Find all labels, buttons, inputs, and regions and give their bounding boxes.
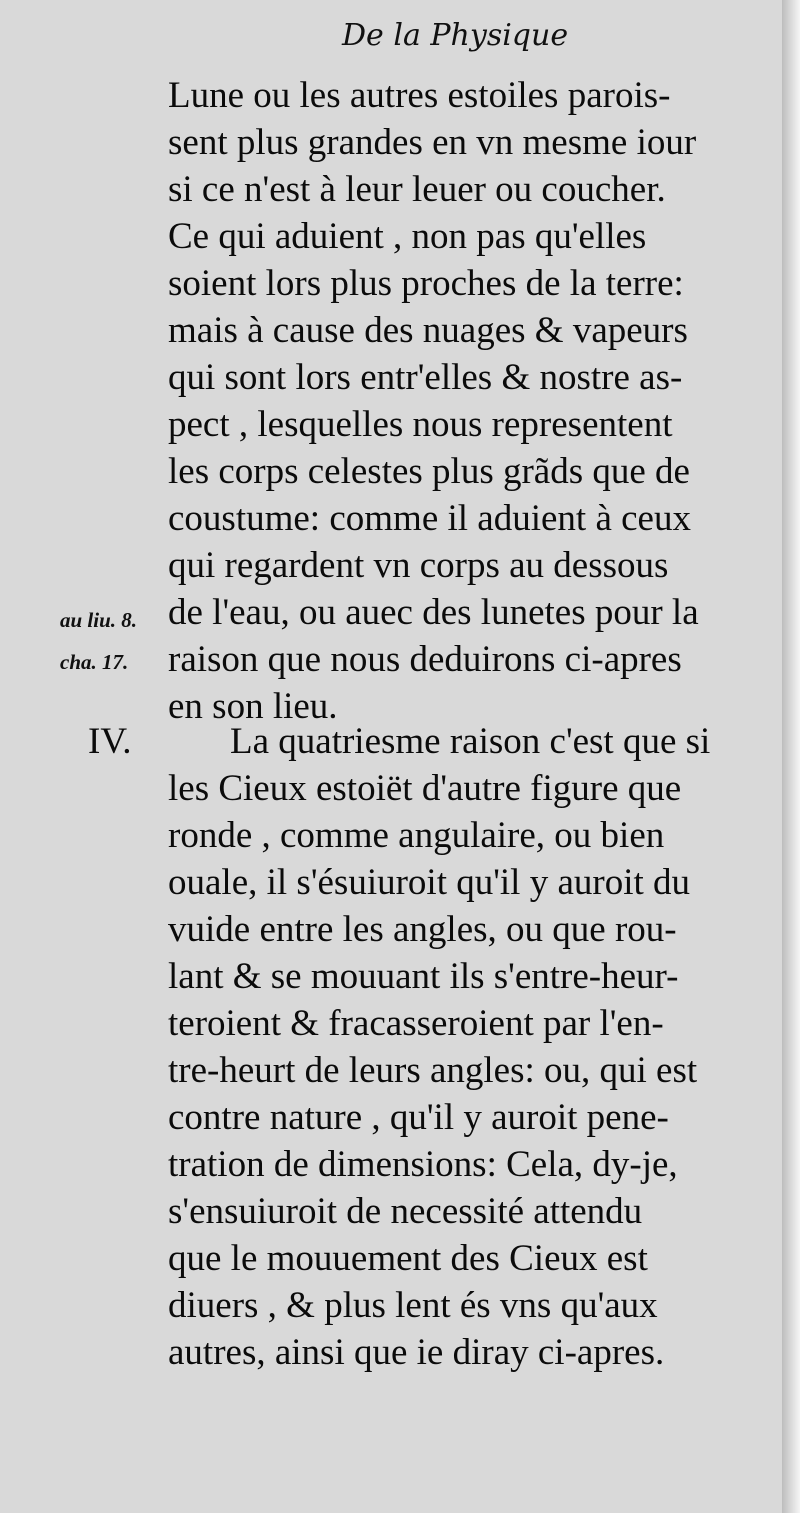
margin-note: au liu. 8. xyxy=(60,608,138,632)
text-line: raison que nous deduirons ci-apres xyxy=(168,639,682,680)
text-line: lant & se mouuant ils s'entre-heur- xyxy=(168,956,679,997)
text-line: pect , lesquelles nous representent xyxy=(168,404,673,445)
text-line: qui sont lors entr'elles & nostre as- xyxy=(168,357,683,398)
text-line: Lune ou les autres estoiles parois- xyxy=(168,75,671,116)
text-line: en son lieu. xyxy=(168,686,338,727)
text-line: que le mouuement des Cieux est xyxy=(168,1238,648,1279)
text-line: tration de dimensions: Cela, dy-je, xyxy=(168,1144,678,1185)
text-line: contre nature , qu'il y auroit pene- xyxy=(168,1097,669,1138)
text-line: si ce n'est à leur leuer ou coucher. xyxy=(168,169,666,210)
text-line: vuide entre les angles, ou que rou- xyxy=(168,909,677,950)
text-line: s'ensuiuroit de necessité attendu xyxy=(168,1191,643,1232)
text-line: La quatriesme raison c'est que si xyxy=(230,721,711,762)
text-line: diuers , & plus lent és vns qu'aux xyxy=(168,1285,658,1326)
text-line: de l'eau, ou auec des lunetes pour la xyxy=(168,592,699,633)
section-number: IV. xyxy=(88,721,132,762)
text-line: ronde , comme angulaire, ou bien xyxy=(168,815,665,856)
text-line: tre-heurt de leurs angles: ou, qui est xyxy=(168,1050,698,1091)
text-line: autres, ainsi que ie diray ci-apres. xyxy=(168,1332,665,1373)
margin-note: cha. 17. xyxy=(60,650,129,674)
text-line: les corps celestes plus grãds que de xyxy=(168,451,690,492)
text-line: soient lors plus proches de la terre: xyxy=(168,263,684,304)
text-line: les Cieux estoiët d'autre figure que xyxy=(168,768,682,809)
running-head: De la Physique xyxy=(342,18,569,53)
text-line: Ce qui aduient , non pas qu'elles xyxy=(168,216,647,257)
text-line: mais à cause des nuages & vapeurs xyxy=(168,310,688,351)
text-line: coustume: comme il aduient à ceux xyxy=(168,498,691,539)
text-line: ouale, il s'ésuiuroit qu'il y auroit du xyxy=(168,862,691,903)
text-line: sent plus grandes en vn mesme iour xyxy=(168,122,697,163)
page-gutter xyxy=(782,0,800,1513)
text-line: qui regardent vn corps au dessous xyxy=(168,545,669,586)
text-line: teroient & fracasseroient par l'en- xyxy=(168,1003,664,1044)
